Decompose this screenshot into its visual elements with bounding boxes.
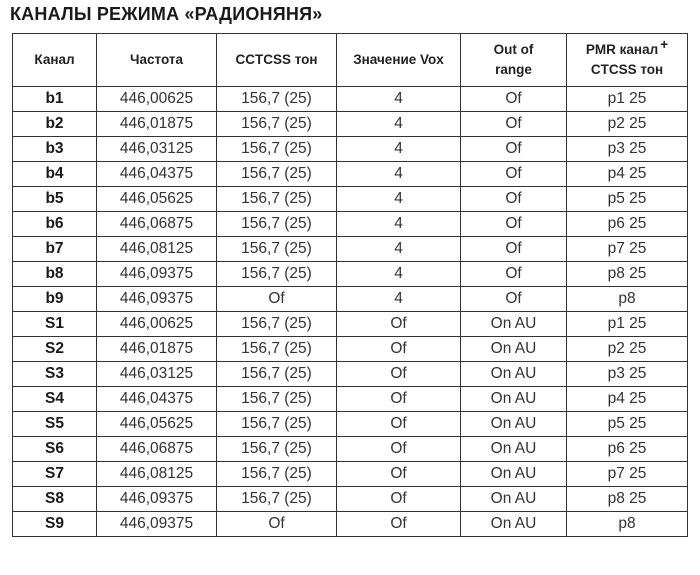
table-row: [13, 387, 688, 412]
cell-out-of-range: On AU: [461, 462, 567, 487]
cell-out-of-range: On AU: [461, 412, 567, 437]
cell-ctcss-tone: 156,7 (25): [217, 312, 337, 337]
header-out-of-range-line2: range: [495, 62, 532, 77]
cell-ctcss-tone: 156,7 (25): [217, 137, 337, 162]
cell-out-of-range: On AU: [461, 387, 567, 412]
cell-out-of-range: Of: [461, 212, 567, 237]
table-row: [13, 162, 688, 187]
table-row: [13, 312, 688, 337]
cell-channel: b9: [13, 287, 97, 312]
cell-out-of-range: Of: [461, 87, 567, 112]
cell-vox-value: Of: [337, 462, 461, 487]
cell-pmr-ctcss: p1 25: [567, 312, 688, 337]
cell-vox-value: 4: [337, 137, 461, 162]
cell-channel: b1: [13, 87, 97, 112]
cell-channel: S6: [13, 437, 97, 462]
cell-vox-value: 4: [337, 162, 461, 187]
cell-out-of-range: Of: [461, 237, 567, 262]
header-channel: Канал: [13, 34, 97, 87]
cell-frequency: 446,08125: [97, 462, 217, 487]
header-pmr-plus: +: [660, 37, 669, 52]
cell-frequency: 446,00625: [97, 312, 217, 337]
cell-pmr-ctcss: p3 25: [567, 362, 688, 387]
cell-frequency: 446,09375: [97, 512, 217, 537]
table-row: [13, 287, 688, 312]
cell-pmr-ctcss: p1 25: [567, 87, 688, 112]
table-row: [13, 512, 688, 537]
cell-vox-value: Of: [337, 512, 461, 537]
table-row: [13, 487, 688, 512]
cell-vox-value: Of: [337, 387, 461, 412]
cell-ctcss-tone: 156,7 (25): [217, 337, 337, 362]
header-row: [13, 34, 688, 87]
table-row: [13, 337, 688, 362]
cell-frequency: 446,05625: [97, 187, 217, 212]
cell-frequency: 446,01875: [97, 112, 217, 137]
cell-channel: S3: [13, 362, 97, 387]
cell-frequency: 446,03125: [97, 137, 217, 162]
cell-pmr-ctcss: p7 25: [567, 462, 688, 487]
cell-ctcss-tone: 156,7 (25): [217, 462, 337, 487]
cell-out-of-range: On AU: [461, 362, 567, 387]
cell-pmr-ctcss: p6 25: [567, 212, 688, 237]
cell-frequency: 446,05625: [97, 412, 217, 437]
cell-vox-value: 4: [337, 87, 461, 112]
cell-ctcss-tone: 156,7 (25): [217, 162, 337, 187]
channels-table: [12, 33, 688, 537]
cell-ctcss-tone: 156,7 (25): [217, 112, 337, 137]
cell-frequency: 446,09375: [97, 262, 217, 287]
cell-ctcss-tone: 156,7 (25): [217, 262, 337, 287]
cell-pmr-ctcss: p3 25: [567, 137, 688, 162]
table-row: [13, 362, 688, 387]
page-title: КАНАЛЫ РЕЖИМА «РАДИОНЯНЯ»: [10, 4, 323, 24]
cell-ctcss-tone: 156,7 (25): [217, 212, 337, 237]
cell-vox-value: Of: [337, 312, 461, 337]
cell-vox-value: 4: [337, 287, 461, 312]
cell-ctcss-tone: Of: [217, 287, 337, 312]
cell-vox-value: 4: [337, 112, 461, 137]
cell-out-of-range: On AU: [461, 512, 567, 537]
cell-vox-value: Of: [337, 337, 461, 362]
table-row: [13, 437, 688, 462]
cell-ctcss-tone: 156,7 (25): [217, 187, 337, 212]
cell-vox-value: Of: [337, 437, 461, 462]
header-pmr-ctcss: [567, 34, 688, 87]
cell-frequency: 446,04375: [97, 162, 217, 187]
cell-channel: S9: [13, 512, 97, 537]
cell-frequency: 446,08125: [97, 237, 217, 262]
cell-out-of-range: Of: [461, 187, 567, 212]
cell-out-of-range: Of: [461, 112, 567, 137]
table-header: [13, 34, 688, 87]
cell-pmr-ctcss: p5 25: [567, 187, 688, 212]
cell-ctcss-tone: 156,7 (25): [217, 237, 337, 262]
table-body: [13, 87, 688, 537]
cell-out-of-range: Of: [461, 162, 567, 187]
table-row: [13, 187, 688, 212]
header-out-of-range: [461, 34, 567, 87]
cell-frequency: 446,06875: [97, 437, 217, 462]
table-row: [13, 412, 688, 437]
cell-channel: b4: [13, 162, 97, 187]
header-pmr-line2: CTCSS тон: [590, 62, 664, 77]
cell-out-of-range: On AU: [461, 487, 567, 512]
table-row: [13, 137, 688, 162]
table-row: [13, 237, 688, 262]
cell-pmr-ctcss: p2 25: [567, 337, 688, 362]
cell-channel: b5: [13, 187, 97, 212]
cell-channel: b6: [13, 212, 97, 237]
cell-ctcss-tone: 156,7 (25): [217, 387, 337, 412]
cell-frequency: 446,04375: [97, 387, 217, 412]
cell-channel: S8: [13, 487, 97, 512]
cell-channel: S5: [13, 412, 97, 437]
header-frequency: Частота: [97, 34, 217, 87]
cell-pmr-ctcss: p8: [567, 287, 688, 312]
cell-channel: b7: [13, 237, 97, 262]
cell-vox-value: 4: [337, 187, 461, 212]
cell-out-of-range: On AU: [461, 337, 567, 362]
cell-ctcss-tone: 156,7 (25): [217, 437, 337, 462]
cell-pmr-ctcss: p8 25: [567, 487, 688, 512]
table-row: [13, 212, 688, 237]
cell-ctcss-tone: Of: [217, 512, 337, 537]
header-out-of-range-line1: Out of: [493, 42, 534, 57]
cell-vox-value: Of: [337, 362, 461, 387]
cell-channel: b8: [13, 262, 97, 287]
table-row: [13, 87, 688, 112]
cell-ctcss-tone: 156,7 (25): [217, 87, 337, 112]
cell-vox-value: Of: [337, 487, 461, 512]
cell-pmr-ctcss: p7 25: [567, 237, 688, 262]
table-row: [13, 112, 688, 137]
cell-channel: S4: [13, 387, 97, 412]
cell-pmr-ctcss: p4 25: [567, 387, 688, 412]
cell-pmr-ctcss: p8 25: [567, 262, 688, 287]
cell-out-of-range: On AU: [461, 312, 567, 337]
cell-vox-value: 4: [337, 212, 461, 237]
cell-frequency: 446,09375: [97, 287, 217, 312]
table-row: [13, 262, 688, 287]
cell-out-of-range: Of: [461, 287, 567, 312]
header-ctcss-tone: CCTCSS тон: [217, 34, 337, 87]
cell-vox-value: 4: [337, 237, 461, 262]
cell-channel: S2: [13, 337, 97, 362]
cell-pmr-ctcss: p4 25: [567, 162, 688, 187]
cell-channel: S7: [13, 462, 97, 487]
cell-frequency: 446,01875: [97, 337, 217, 362]
cell-pmr-ctcss: p2 25: [567, 112, 688, 137]
cell-frequency: 446,06875: [97, 212, 217, 237]
cell-channel: b2: [13, 112, 97, 137]
cell-vox-value: Of: [337, 412, 461, 437]
cell-frequency: 446,09375: [97, 487, 217, 512]
cell-channel: b3: [13, 137, 97, 162]
cell-pmr-ctcss: p6 25: [567, 437, 688, 462]
cell-channel: S1: [13, 312, 97, 337]
cell-ctcss-tone: 156,7 (25): [217, 412, 337, 437]
cell-out-of-range: Of: [461, 262, 567, 287]
header-pmr-line1: PMR канал: [585, 42, 659, 57]
cell-ctcss-tone: 156,7 (25): [217, 487, 337, 512]
cell-frequency: 446,00625: [97, 87, 217, 112]
cell-out-of-range: Of: [461, 137, 567, 162]
cell-vox-value: 4: [337, 262, 461, 287]
cell-pmr-ctcss: p8: [567, 512, 688, 537]
table-row: [13, 462, 688, 487]
cell-out-of-range: On AU: [461, 437, 567, 462]
cell-pmr-ctcss: p5 25: [567, 412, 688, 437]
header-vox-value: Значение Vox: [337, 34, 461, 87]
cell-frequency: 446,03125: [97, 362, 217, 387]
cell-ctcss-tone: 156,7 (25): [217, 362, 337, 387]
